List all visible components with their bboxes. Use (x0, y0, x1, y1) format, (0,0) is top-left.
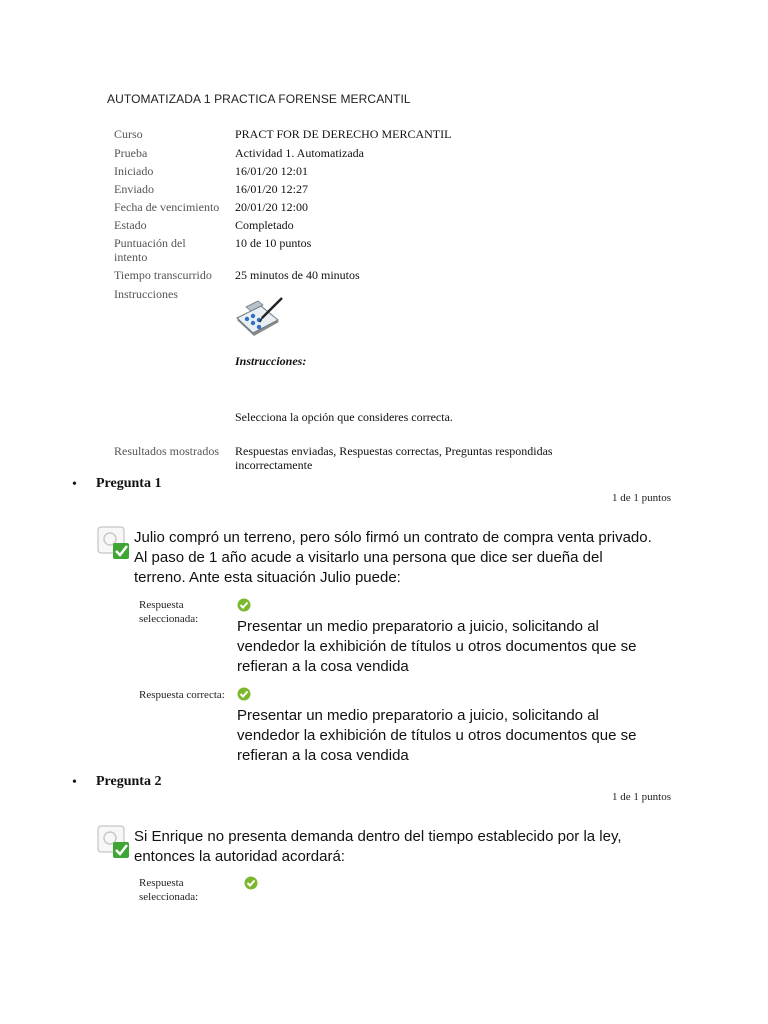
vencimiento-value: 20/01/20 12:00 (235, 200, 309, 214)
question-2-text: Si Enrique no presenta demanda dentro del tiempo establecido por la ley, entonces la autoridad acordará: (134, 828, 622, 865)
question-1-points: 1 de 1 puntos (612, 492, 671, 504)
question-correct-icon (97, 825, 131, 859)
selected-answer-text: Presentar un medio preparatorio a juicio, solicitando al vendedor la exhibición de títulos u otros documentos que se refieran a la cosa vendida (237, 618, 637, 675)
resultados-label: Resultados mostrados (114, 444, 219, 458)
prueba-value: Actividad 1. Automatizada (235, 146, 364, 160)
resultados-value: Respuestas enviadas, Respuestas correctas, Preguntas respondidas incorrectamente (235, 444, 553, 472)
question-2-title: Pregunta 2 (96, 774, 162, 789)
estado-value: Completado (235, 218, 294, 232)
correct-answer-text: Presentar un medio preparatorio a juicio, solicitando al vendedor la exhibición de títulos u otros documentos que se refieran a la cosa vendida (237, 707, 637, 764)
tiempo-label: Tiempo transcurrido (114, 268, 212, 282)
check-icon (237, 687, 251, 701)
correct-answer-label: Respuesta correcta: (139, 689, 225, 701)
selected-answer-label: Respuesta seleccionada: (139, 599, 199, 625)
instructions-checklist-icon (234, 296, 286, 338)
bullet: • (72, 775, 77, 790)
page-title: AUTOMATIZADA 1 PRACTICA FORENSE MERCANTIL (107, 92, 411, 106)
enviado-value: 16/01/20 12:27 (235, 182, 309, 196)
check-icon (244, 876, 258, 890)
iniciado-value: 16/01/20 12:01 (235, 164, 309, 178)
bullet: • (72, 477, 77, 492)
instructions-heading: Instrucciones: (235, 354, 307, 368)
puntuacion-label: Puntuación del intento (114, 236, 186, 264)
question-1-text: Julio compró un terreno, pero sólo firmó un contrato de compra venta privado. Al paso de 1 año acude a visitarlo una persona que dice ser dueña del terreno. Ante esta situación Julio puede: (134, 529, 652, 586)
vencimiento-label: Fecha de vencimiento (114, 200, 220, 214)
check-icon (237, 598, 251, 612)
question-1-title: Pregunta 1 (96, 476, 162, 491)
prueba-label: Prueba (114, 146, 148, 160)
selected-answer-label: Respuesta seleccionada: (139, 877, 199, 903)
curso-label: Curso (114, 127, 143, 141)
tiempo-value: 25 minutos de 40 minutos (235, 268, 360, 282)
puntuacion-value: 10 de 10 puntos (235, 236, 312, 250)
curso-value: PRACT FOR DE DERECHO MERCANTIL (235, 127, 452, 141)
question-2-points: 1 de 1 puntos (612, 791, 671, 803)
iniciado-label: Iniciado (114, 164, 154, 178)
question-correct-icon (97, 526, 131, 560)
estado-label: Estado (114, 218, 147, 232)
enviado-label: Enviado (114, 182, 154, 196)
instructions-text: Selecciona la opción que consideres correcta. (235, 410, 453, 424)
instrucciones-label: Instrucciones (114, 287, 178, 301)
